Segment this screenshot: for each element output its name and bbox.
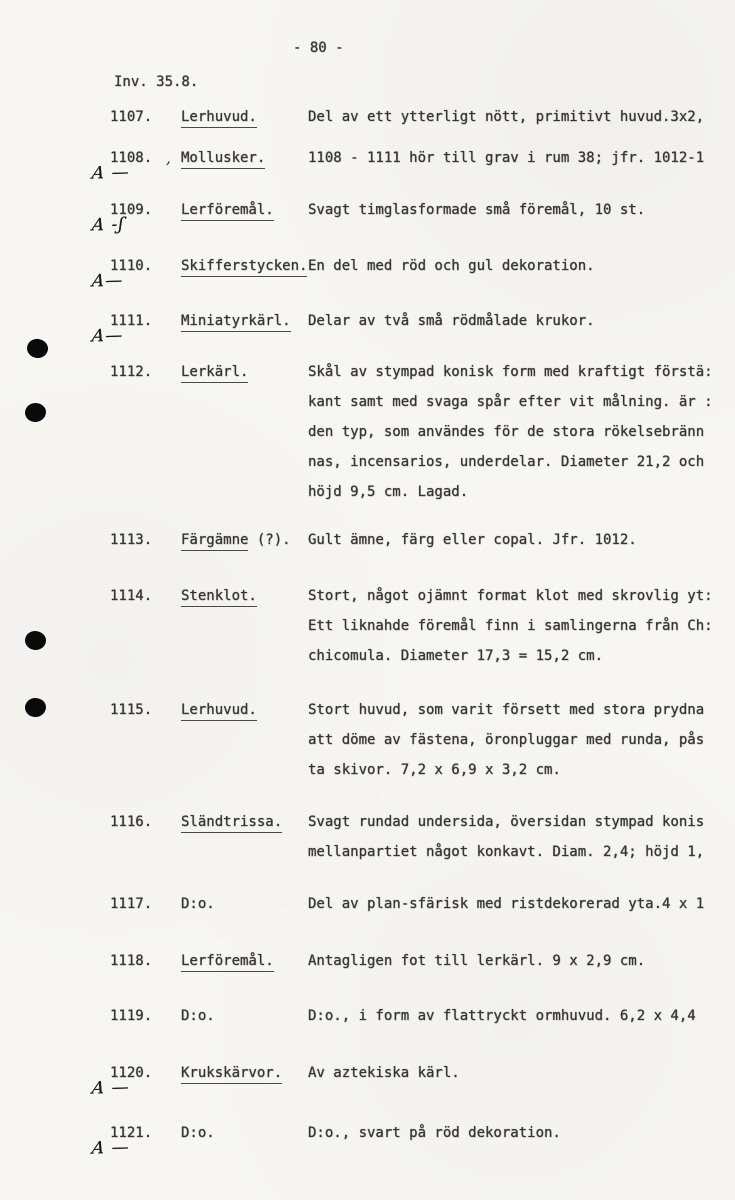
entry-description-line: Stort, något ojämnt format klot med skrovlig yt: xyxy=(308,588,713,604)
entry-object-label xyxy=(181,894,215,914)
entry-description-line: D:o., i form av flattryckt ormhuvud. 6,2 x 4,4 xyxy=(308,1008,696,1024)
entry-object-label xyxy=(181,148,265,168)
entry-annotation-handwritten: A — xyxy=(90,1077,131,1099)
entry-description-line: att döme av fästena, öronpluggar med runda, pås xyxy=(308,732,705,748)
entry-description-line: 1108 - 1111 hör till grav i rum 38; jfr. 1012-1 xyxy=(308,150,705,166)
entry-description-line: mellanpartiet något konkavt. Diam. 2,4; höjd 1, xyxy=(308,844,705,860)
entry-object-label xyxy=(181,951,274,971)
entry-object-label-text: Skifferstycken. xyxy=(181,258,307,277)
punch-hole-mark xyxy=(24,630,46,650)
entry-description xyxy=(308,148,704,178)
entry-object-label-text: Krukskärvor. xyxy=(181,1065,282,1084)
entry-object-label-suffix: (?). xyxy=(248,532,291,548)
entry-number: 1113. xyxy=(110,532,153,548)
entry-number: 1108. xyxy=(110,150,153,166)
entry-object-label-text: Lerföremål. xyxy=(181,202,274,221)
entry-object-label-text: Lerhuvud. xyxy=(181,702,257,721)
entry-description xyxy=(308,1123,561,1153)
entry-description-line: Stort huvud, som varit försett med stora prydna xyxy=(308,702,705,718)
entry-description xyxy=(308,362,713,512)
page-number: - 80 - xyxy=(293,40,344,56)
entry-object-label-text: D:o. xyxy=(181,1008,215,1024)
entry-annotation-handwritten: A— xyxy=(90,325,125,347)
entry-object-label-text: Lerhuvud. xyxy=(181,109,257,128)
entry-number: 1118. xyxy=(110,953,153,969)
punch-hole-mark xyxy=(24,402,47,423)
entry-object-label xyxy=(181,362,248,382)
entry-description xyxy=(308,1006,696,1036)
entry-description-line: Svagt timglasformade små föremål, 10 st. xyxy=(308,202,646,218)
entry-description xyxy=(308,200,645,230)
entry-object-label-text: Lerkärl. xyxy=(181,364,248,383)
entry-annotation-handwritten: A — xyxy=(90,1137,131,1159)
entry-description xyxy=(308,256,595,286)
entry-description-line: nas, incensarios, underdelar. Diameter 21,2 och xyxy=(308,454,705,470)
entry-description xyxy=(308,812,704,872)
entry-object-label xyxy=(181,530,291,550)
entry-description xyxy=(308,700,704,790)
entry-description-line: Del av ett ytterligt nött, primitivt huvud.3x2, xyxy=(308,109,705,125)
entry-description-line: den typ, som användes för de stora rökelsebränn xyxy=(308,424,705,440)
entry-description xyxy=(308,586,713,676)
entry-object-label-text: Stenklot. xyxy=(181,588,257,607)
entry-number: 1110. xyxy=(110,258,153,274)
entry-description xyxy=(308,894,704,924)
entry-number: 1116. xyxy=(110,814,153,830)
punch-hole-mark xyxy=(24,697,46,717)
entry-description xyxy=(308,1063,460,1093)
entry-description xyxy=(308,107,704,137)
entry-description-line: chicomula. Diameter 17,3 = 15,2 cm. xyxy=(308,648,604,664)
entry-description xyxy=(308,951,645,981)
entry-object-label-text: Färgämne xyxy=(181,532,248,551)
entry-object-label xyxy=(181,700,257,720)
stray-handwritten-mark: , xyxy=(166,149,171,167)
entry-description-line: Av aztekiska kärl. xyxy=(308,1065,460,1081)
entry-object-label xyxy=(181,1123,215,1143)
entry-annotation-handwritten: A — xyxy=(90,162,131,184)
entry-description-line: Del av plan-sfärisk med ristdekorerad yta.4 x 1 xyxy=(308,896,705,912)
entry-object-label-text: D:o. xyxy=(181,1125,215,1141)
entry-object-label-text: Sländtrissa. xyxy=(181,814,282,833)
entry-object-label xyxy=(181,311,291,331)
entry-object-label xyxy=(181,256,307,276)
entry-description-line: ta skivor. 7,2 x 6,9 x 3,2 cm. xyxy=(308,762,561,778)
entry-number: 1109. xyxy=(110,202,153,218)
entry-annotation-handwritten: A— xyxy=(90,270,125,292)
entry-number: 1111. xyxy=(110,313,153,329)
entry-number: 1115. xyxy=(110,702,153,718)
entry-object-label-text: Lerföremål. xyxy=(181,953,274,972)
entry-object-label-text: D:o. xyxy=(181,896,215,912)
entry-description xyxy=(308,530,637,560)
entry-description xyxy=(308,311,595,341)
entry-object-label-text: Miniatyrkärl. xyxy=(181,313,291,332)
entry-description-line: En del med röd och gul dekoration. xyxy=(308,258,595,274)
entry-description-line: Svagt rundad undersida, översidan stympad konis xyxy=(308,814,705,830)
entry-object-label xyxy=(181,200,274,220)
entry-object-label xyxy=(181,1006,215,1026)
entry-object-label xyxy=(181,586,257,606)
entry-object-label xyxy=(181,812,282,832)
entry-number: 1121. xyxy=(110,1125,153,1141)
entry-number: 1107. xyxy=(110,109,153,125)
entry-description-line: kant samt med svaga spår efter vit målning. är : xyxy=(308,394,713,410)
entry-number: 1117. xyxy=(110,896,153,912)
entry-description-line: Delar av två små rödmålade krukor. xyxy=(308,313,595,329)
entry-annotation-handwritten: A -ʃ xyxy=(90,214,126,236)
entry-description-line: Antagligen fot till lerkärl. 9 x 2,9 cm. xyxy=(308,953,646,969)
entry-number: 1114. xyxy=(110,588,153,604)
entry-object-label xyxy=(181,107,257,127)
entry-number: 1112. xyxy=(110,364,153,380)
punch-hole-mark xyxy=(26,338,49,360)
inventory-heading: Inv. 35.8. xyxy=(114,74,199,90)
entry-description-line: höjd 9,5 cm. Lagad. xyxy=(308,484,469,500)
entry-number: 1120. xyxy=(110,1065,153,1081)
entry-description-line: Gult ämne, färg eller copal. Jfr. 1012. xyxy=(308,532,637,548)
entry-description-line: D:o., svart på röd dekoration. xyxy=(308,1125,561,1141)
entry-description-line: Ett liknahde föremål finn i samlingerna från Ch: xyxy=(308,618,713,634)
entry-object-label xyxy=(181,1063,282,1083)
entry-description-line: Skål av stympad konisk form med kraftigt förstä: xyxy=(308,364,713,380)
entry-object-label-text: Mollusker. xyxy=(181,150,265,169)
entry-number: 1119. xyxy=(110,1008,153,1024)
